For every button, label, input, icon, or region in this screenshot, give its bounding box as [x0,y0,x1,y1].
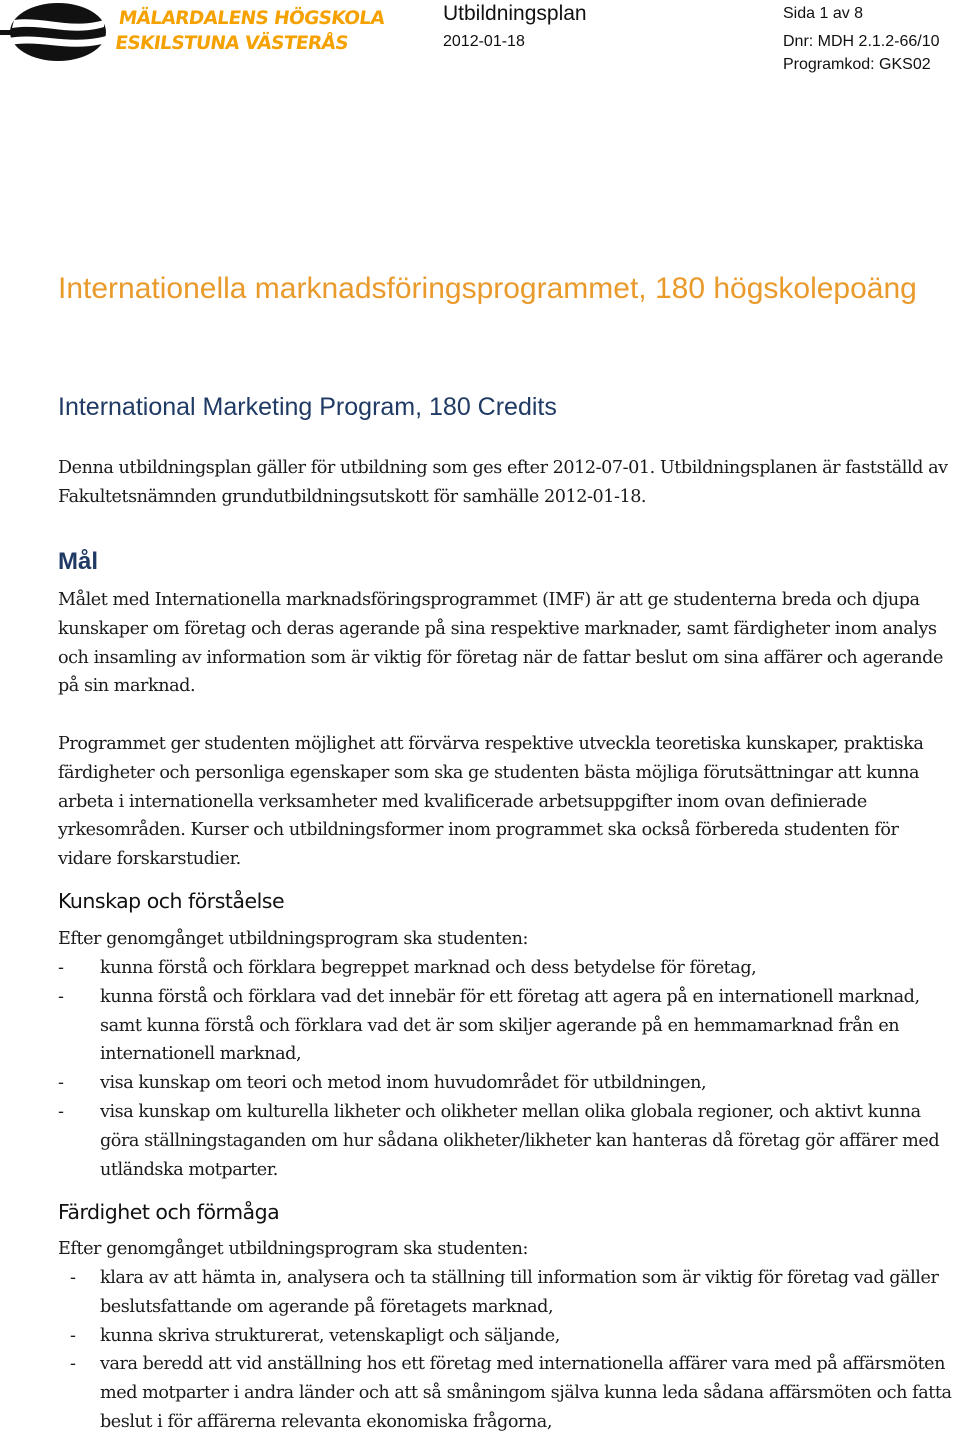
university-logo-icon [0,0,110,64]
knowledge-intro: Efter genomgånget utbildningsprogram ska studenten: [58,929,529,949]
goals-paragraph-2: Programmet ger studenten möjlighet att förvärva respektive utveckla teoretiska kunskaper, praktiska färdigheter och personliga egenskaper som ska ge studenten bästa möjliga förutsättningar att kunna arbeta i internationella verksamheter med kvalificerade arbetsuppgifter inom ovan definierade yrkesområden. Kurser och utbildningsformer inom programmet ska också förbereda studenten för vidare forskarstudier. [58,734,924,870]
list-item: - kunna förstå och förklara vad det innebär för ett företag att agera på en internationell marknad, samt kunna förstå och förklara vad det är som skiljer agerande på en hemmamarknad från en internationell marknad, [58,986,920,1065]
page-title: Internationella marknadsföringsprogrammet, 180 högskolepoäng [58,272,917,305]
skills-list [58,1264,953,1437]
list-item: - kunna förstå och förklara begreppet marknad och dess betydelse för företag, [58,958,757,978]
knowledge-heading: Kunskap och förståelse [58,889,285,913]
list-item: - klara av att hämta in, analysera och ta ställning till information som är viktig för företag vad gäller beslutsfattande om agerande på företagets marknad, [70,1268,939,1317]
skills-intro: Efter genomgånget utbildningsprogram ska studenten: [58,1239,529,1259]
document-header [0,0,960,80]
list-item: - kunna skriva strukturerat, vetenskapligt och säljande, [70,1325,560,1346]
goals-heading: Mål [58,548,99,575]
skills-heading: Färdighet och förmåga [58,1200,280,1224]
list-item: - visa kunskap om teori och metod inom huvudområdet för utbildningen, [58,1073,707,1094]
knowledge-list [58,954,953,1184]
page-title-english: International Marketing Program, 180 Credits [58,393,557,421]
list-item: - visa kunskap om kulturella likheter och olikheter mellan olika globala regioner, och aktivt kunna göra ställningstaganden om hur sådana olikheter/likheter kan hanteras då företag gör affärer med utländska motparter. [58,1101,940,1180]
validity-statement: Denna utbildningsplan gäller för utbildning som ges efter 2012-07-01. Utbildningsplanen är fastställd av Fakultetsnämnden grundutbildningsutskott för samhälle 2012-01-18. [58,458,948,507]
document-type: Utbildningsplan [443,2,587,25]
page-indicator: Sida 1 av 8 [783,5,864,22]
registration-number: Dnr: MDH 2.1.2-66/10 [783,33,940,50]
university-name: MÄLARDALENS HÖGSKOLA ESKILSTUNA VÄSTERÅS [113,8,386,54]
document-date: 2012-01-18 [443,33,525,50]
program-code: Programkod: GKS02 [783,56,931,73]
list-item: - vara beredd att vid anställning hos ett företag med internationella affärer vara med på affärsmöten med motparter i andra länder och att så småningom själva kunna leda sådana affärsmöten och fatta beslut i för affärerna relevanta ekonomiska frågorna, [70,1354,952,1432]
goals-paragraph-1: Målet med Internationella marknadsföringsprogrammet (IMF) är att ge studenterna breda och djupa kunskaper om företag och deras agerande på sina respektive marknader, samt färdigheter inom analys och insamling av information som är viktig för företag när de fattar beslut om sina affärer och agerande på sin marknad. [58,590,943,697]
